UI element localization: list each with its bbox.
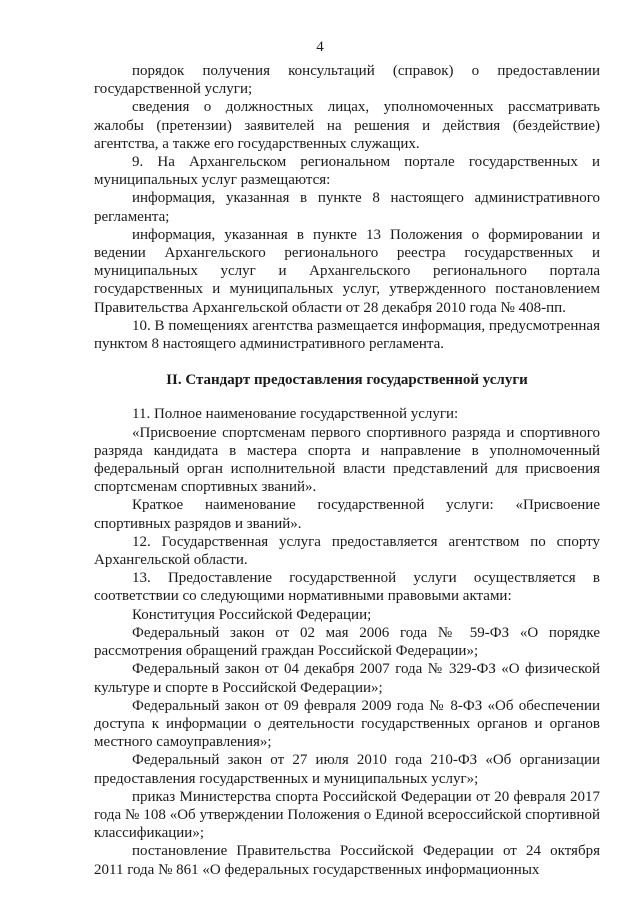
paragraph: «Присвоение спортсменам первого спортивного разряда и спортивного разряда кандидата в мастера спорта и направление в уполномоченный федеральный орган исполнительной власти представлений для присвоения спортсменам спортивных званий».	[94, 424, 600, 496]
paragraph: Федеральный закон от 09 февраля 2009 года № 8-ФЗ «Об обеспечении доступа к информации о деятельности государственных органов и органов местного самоуправления»;	[94, 697, 600, 751]
paragraph: 12. Государственная услуга предоставляется агентством по спорту Архангельской области.	[94, 533, 600, 569]
document-body	[94, 62, 600, 879]
paragraph: Федеральный закон от 02 мая 2006 года № 59-ФЗ «О порядке рассмотрения обращений граждан Российской Федерации»;	[94, 624, 600, 660]
page-number: 4	[316, 39, 324, 55]
paragraph: Краткое наименование государственной услуги: «Присвоение спортивных разрядов и званий».	[94, 497, 600, 532]
paragraph: 9. На Архангельском региональном портале государственных и муниципальных услуг размещаются:	[94, 154, 600, 189]
paragraph: 13. Предоставление государственной услуги осуществляется в соответствии со следующими нормативными правовыми актами:	[94, 570, 600, 605]
paragraph: информация, указанная в пункте 8 настоящего административного регламента;	[94, 190, 600, 225]
paragraph: порядок получения консультаций (справок) о предоставлении государственной услуги;	[94, 63, 600, 98]
paragraph: Федеральный закон от 27 июля 2010 года 210-ФЗ «Об организации предоставления государственных и муниципальных услуг»;	[94, 752, 600, 787]
paragraph: 11. Полное наименование государственной услуги:	[132, 406, 459, 423]
paragraph: сведения о должностных лицах, уполномоченных рассматривать жалобы (претензии) заявителей на решения и действия (бездействие) агентства, а также его государственных служащих.	[94, 99, 600, 152]
section-heading: II. Стандарт предоставления государственной услуги	[166, 372, 528, 389]
paragraph: приказ Министерства спорта Российской Федерации от 20 февраля 2017 года № 108 «Об утверждении Положения о Единой всероссийской спортивной классификации»;	[94, 788, 600, 842]
paragraph: информация, указанная в пункте 13 Положения о формировании и ведении Архангельского регионального реестра государственных и муниципальных услуг и Архангельского регионального портала государственных и муниципальных услуг, утвержденного постановлением Правительства Архангельской области от 28 декабря 2010 года № 408-пп.	[94, 226, 600, 316]
paragraph: Федеральный закон от 04 декабря 2007 года № 329-ФЗ «О физической культуре и спорте в Российской Федерации»;	[94, 661, 600, 696]
paragraph: 10. В помещениях агентства размещается информация, предусмотренная пунктом 8 настоящего административного регламента.	[94, 317, 600, 353]
paragraph: постановление Правительства Российской Федерации от 24 октября 2011 года № 861 «О федеральных государственных информационных	[94, 843, 600, 878]
paragraph: Конституция Российской Федерации;	[132, 606, 372, 623]
